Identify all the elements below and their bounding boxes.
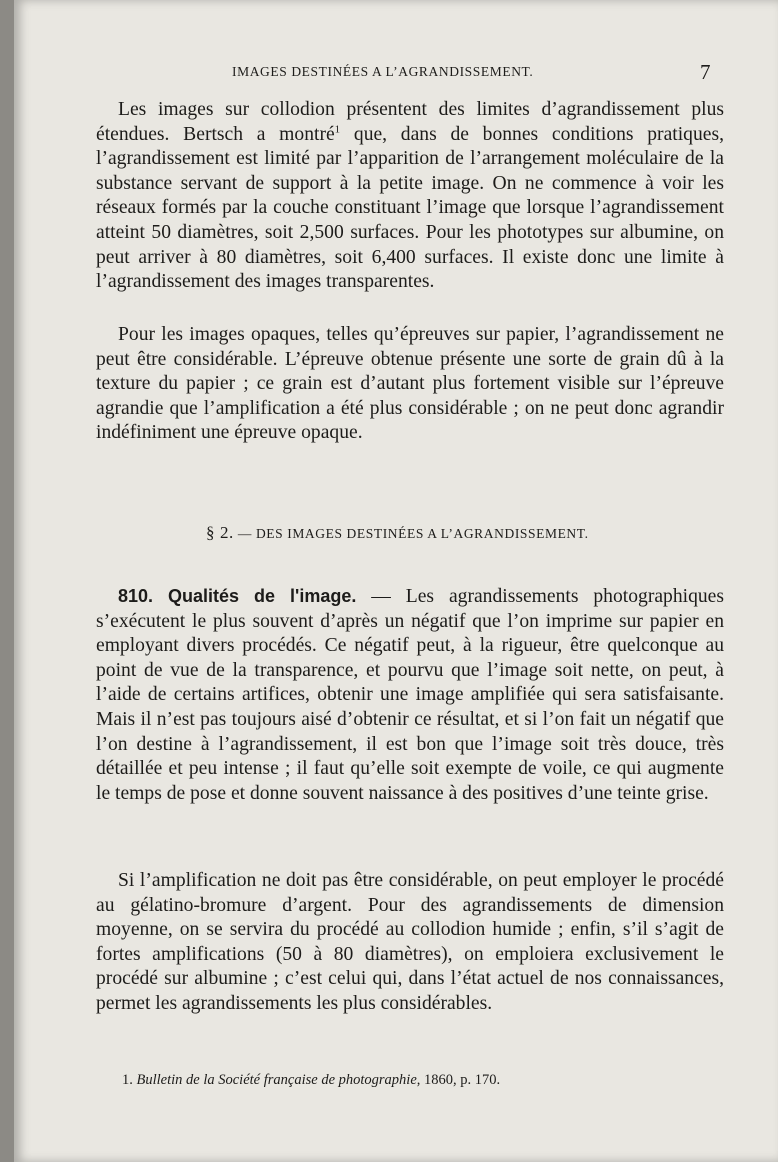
footnote-number: 1.	[122, 1072, 137, 1088]
footnote	[122, 1072, 500, 1089]
paragraph-collodion-limits	[96, 98, 724, 295]
paragraph-text: Les images sur collodion présentent des limites d’agrandissement plus étendues. Bertsch a montré	[96, 99, 724, 145]
paragraph-text: — Les agrandissements photographiques s’exécutent le plus souvent d’après un négatif que l’on imprime sur papier en employant divers procédés. Ce négatif peut, à la rigueur, être quelconque au point de vue de la transparence, et pourvu que l’image soit nette, on peut, à l’aide de certains artifices, obtenir une image amplifiée qui sera satisfaisante. Mais il n’est pas toujours aisé d’obtenir ce résultat, et si l’on fait un négatif que l’on destine à l’agrandissement, il est bon que l’image soit très douce, très détaillée et peu intense ; il faut qu’elle soit exempte de voile, ce qui augmente le temps de pose et donne souvent naissance à des positives d’une teinte grise.	[96, 586, 724, 804]
footnote-details: , 1860, p. 170.	[416, 1072, 501, 1088]
footnote-reference[interactable]: 1	[334, 123, 341, 136]
paragraph-processes: Si l’amplification ne doit pas être considérable, on peut employer le procédé au gélatino-bromure d’argent. Pour des agrandissements de dimension moyenne, on se servira du procédé au collodion humide ; enfin, s’il s’agit de fortes amplifications (50 à 80 diamètres), on emploiera exclusivement le procédé sur albumine ; c’est celui qui, dans l’état actuel de nos connaissances, permet les agrandissements les plus considérables.	[96, 870, 724, 1014]
book-page	[14, 0, 778, 1162]
paragraph-opaque-images: Pour les images opaques, telles qu’épreuves sur papier, l’agrandissement ne peut être considérable. L’épreuve obtenue présente une sorte de grain dû à la texture du papier ; ce grain est d’autant plus fortement visible sur l’épreuve agrandie que l’amplification a été plus considérable ; on ne peut donc agrandir indéfiniment une épreuve opaque.	[96, 324, 724, 444]
article-title: Qualités de l'image.	[167, 586, 357, 606]
page-number: 7	[700, 60, 711, 84]
article-number: 810.	[118, 586, 154, 606]
paragraph-text: que, dans de bonnes conditions pratiques, l’agrandissement est limité par l’apparition de l’arrangement moléculaire de la substance servant de support à la petite image. On ne commence à voir les réseaux formés par la couche constituant l’image que lorsque l’agrandissement atteint 50 diamètres, soit 2,500 surfaces. Pour les phototypes sur albumine, on peut arriver à 80 diamètres, soit 6,400 surfaces. Il existe donc une limite à l’agrandissement des images transparentes.	[96, 123, 724, 293]
footnote-source: Bulletin de la Société française de photographie	[136, 1072, 417, 1088]
paragraph-image-qualities	[96, 584, 724, 806]
running-title: IMAGES DESTINÉES A L’AGRANDISSEMENT.	[232, 64, 534, 79]
section-symbol: § 2.	[206, 523, 234, 542]
section-title: — DES IMAGES DESTINÉES A L’AGRANDISSEMENT.	[233, 526, 589, 541]
section-heading	[206, 523, 589, 543]
